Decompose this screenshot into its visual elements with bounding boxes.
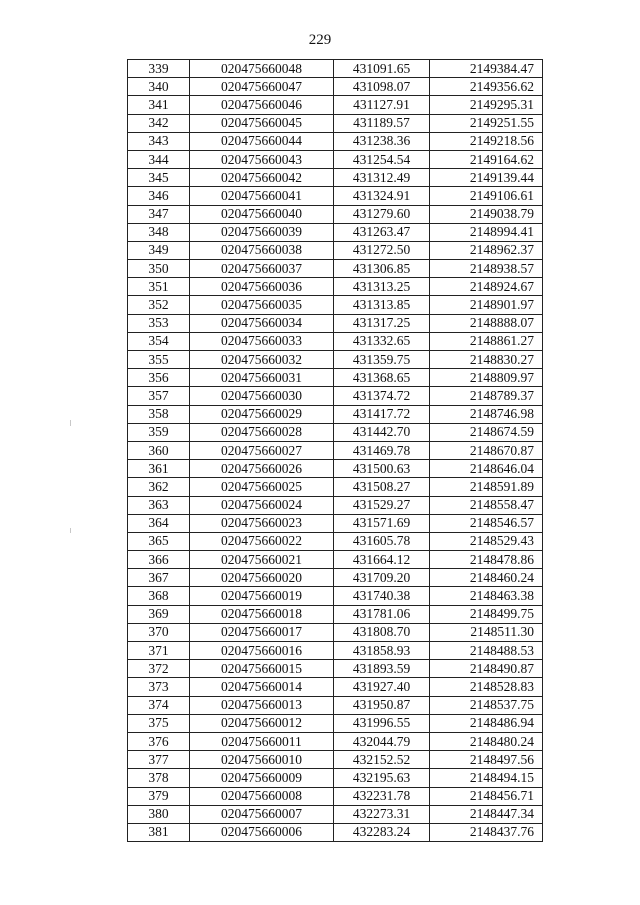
y-coordinate-cell: 2148646.04 xyxy=(430,460,543,478)
point-number-cell: 372 xyxy=(128,660,190,678)
x-coordinate-cell: 431508.27 xyxy=(334,478,430,496)
y-coordinate-cell: 2148511.30 xyxy=(430,623,543,641)
point-code-cell: 020475660045 xyxy=(190,114,334,132)
x-coordinate-cell: 431254.54 xyxy=(334,150,430,168)
point-code-cell: 020475660035 xyxy=(190,296,334,314)
scan-artifact-mark xyxy=(70,420,71,426)
y-coordinate-cell: 2148537.75 xyxy=(430,696,543,714)
table-row xyxy=(128,296,543,314)
table-row xyxy=(128,369,543,387)
point-code-cell: 020475660031 xyxy=(190,369,334,387)
point-number-cell: 378 xyxy=(128,769,190,787)
point-number-cell: 368 xyxy=(128,587,190,605)
table-row xyxy=(128,223,543,241)
y-coordinate-cell: 2148830.27 xyxy=(430,351,543,369)
point-number-cell: 350 xyxy=(128,260,190,278)
x-coordinate-cell: 431368.65 xyxy=(334,369,430,387)
table-body xyxy=(128,60,543,842)
table-row xyxy=(128,260,543,278)
x-coordinate-cell: 431279.60 xyxy=(334,205,430,223)
point-number-cell: 361 xyxy=(128,460,190,478)
point-code-cell: 020475660018 xyxy=(190,605,334,623)
point-number-cell: 357 xyxy=(128,387,190,405)
x-coordinate-cell: 431417.72 xyxy=(334,405,430,423)
x-coordinate-cell: 431927.40 xyxy=(334,678,430,696)
x-coordinate-cell: 431858.93 xyxy=(334,642,430,660)
y-coordinate-cell: 2149164.62 xyxy=(430,150,543,168)
point-number-cell: 374 xyxy=(128,696,190,714)
y-coordinate-cell: 2148497.56 xyxy=(430,751,543,769)
x-coordinate-cell: 431781.06 xyxy=(334,605,430,623)
point-code-cell: 020475660033 xyxy=(190,332,334,350)
point-code-cell: 020475660046 xyxy=(190,96,334,114)
x-coordinate-cell: 432231.78 xyxy=(334,787,430,805)
y-coordinate-cell: 2148488.53 xyxy=(430,642,543,660)
y-coordinate-cell: 2148789.37 xyxy=(430,387,543,405)
x-coordinate-cell: 431313.25 xyxy=(334,278,430,296)
x-coordinate-cell: 432283.24 xyxy=(334,823,430,841)
x-coordinate-cell: 431091.65 xyxy=(334,60,430,78)
table-row xyxy=(128,78,543,96)
point-number-cell: 358 xyxy=(128,405,190,423)
point-number-cell: 360 xyxy=(128,441,190,459)
point-number-cell: 339 xyxy=(128,60,190,78)
x-coordinate-cell: 431127.91 xyxy=(334,96,430,114)
x-coordinate-cell: 431324.91 xyxy=(334,187,430,205)
point-number-cell: 370 xyxy=(128,623,190,641)
table-row xyxy=(128,351,543,369)
y-coordinate-cell: 2148994.41 xyxy=(430,223,543,241)
table-row xyxy=(128,114,543,132)
table-row xyxy=(128,787,543,805)
table-row xyxy=(128,751,543,769)
point-number-cell: 356 xyxy=(128,369,190,387)
page-number: 229 xyxy=(308,32,332,48)
table-row xyxy=(128,460,543,478)
x-coordinate-cell: 431359.75 xyxy=(334,351,430,369)
x-coordinate-cell: 431238.36 xyxy=(334,132,430,150)
point-number-cell: 371 xyxy=(128,642,190,660)
x-coordinate-cell: 431312.49 xyxy=(334,169,430,187)
point-code-cell: 020475660036 xyxy=(190,278,334,296)
y-coordinate-cell: 2148901.97 xyxy=(430,296,543,314)
point-code-cell: 020475660043 xyxy=(190,150,334,168)
table-row xyxy=(128,405,543,423)
table-row xyxy=(128,678,543,696)
point-code-cell: 020475660009 xyxy=(190,769,334,787)
y-coordinate-cell: 2148478.86 xyxy=(430,551,543,569)
point-code-cell: 020475660034 xyxy=(190,314,334,332)
point-code-cell: 020475660028 xyxy=(190,423,334,441)
x-coordinate-cell: 431442.70 xyxy=(334,423,430,441)
point-code-cell: 020475660042 xyxy=(190,169,334,187)
x-coordinate-cell: 432152.52 xyxy=(334,751,430,769)
y-coordinate-cell: 2148480.24 xyxy=(430,732,543,750)
y-coordinate-cell: 2148494.15 xyxy=(430,769,543,787)
point-code-cell: 020475660023 xyxy=(190,514,334,532)
table-row xyxy=(128,423,543,441)
point-code-cell: 020475660016 xyxy=(190,642,334,660)
point-number-cell: 351 xyxy=(128,278,190,296)
y-coordinate-cell: 2149218.56 xyxy=(430,132,543,150)
x-coordinate-cell: 431189.57 xyxy=(334,114,430,132)
table-row xyxy=(128,605,543,623)
point-number-cell: 365 xyxy=(128,532,190,550)
y-coordinate-cell: 2148460.24 xyxy=(430,569,543,587)
point-number-cell: 363 xyxy=(128,496,190,514)
point-number-cell: 355 xyxy=(128,351,190,369)
point-number-cell: 354 xyxy=(128,332,190,350)
point-number-cell: 367 xyxy=(128,569,190,587)
x-coordinate-cell: 431571.69 xyxy=(334,514,430,532)
point-code-cell: 020475660041 xyxy=(190,187,334,205)
point-code-cell: 020475660044 xyxy=(190,132,334,150)
x-coordinate-cell: 432195.63 xyxy=(334,769,430,787)
table-row xyxy=(128,732,543,750)
table-row xyxy=(128,514,543,532)
table-row xyxy=(128,96,543,114)
table-row xyxy=(128,205,543,223)
table-row xyxy=(128,332,543,350)
point-number-cell: 380 xyxy=(128,805,190,823)
point-code-cell: 020475660025 xyxy=(190,478,334,496)
point-code-cell: 020475660029 xyxy=(190,405,334,423)
table-row xyxy=(128,532,543,550)
y-coordinate-cell: 2148499.75 xyxy=(430,605,543,623)
x-coordinate-cell: 431664.12 xyxy=(334,551,430,569)
y-coordinate-cell: 2148437.76 xyxy=(430,823,543,841)
point-code-cell: 020475660038 xyxy=(190,241,334,259)
y-coordinate-cell: 2148486.94 xyxy=(430,714,543,732)
table-row xyxy=(128,314,543,332)
point-number-cell: 346 xyxy=(128,187,190,205)
point-code-cell: 020475660006 xyxy=(190,823,334,841)
point-code-cell: 020475660027 xyxy=(190,441,334,459)
table-row xyxy=(128,587,543,605)
point-number-cell: 379 xyxy=(128,787,190,805)
table-row xyxy=(128,241,543,259)
x-coordinate-cell: 431332.65 xyxy=(334,332,430,350)
y-coordinate-cell: 2148490.87 xyxy=(430,660,543,678)
y-coordinate-cell: 2148591.89 xyxy=(430,478,543,496)
point-number-cell: 344 xyxy=(128,150,190,168)
y-coordinate-cell: 2148938.57 xyxy=(430,260,543,278)
point-code-cell: 020475660012 xyxy=(190,714,334,732)
point-number-cell: 377 xyxy=(128,751,190,769)
table-row xyxy=(128,551,543,569)
point-number-cell: 340 xyxy=(128,78,190,96)
table-row xyxy=(128,823,543,841)
x-coordinate-cell: 431808.70 xyxy=(334,623,430,641)
x-coordinate-cell: 431272.50 xyxy=(334,241,430,259)
y-coordinate-cell: 2149295.31 xyxy=(430,96,543,114)
table-row xyxy=(128,496,543,514)
point-code-cell: 020475660022 xyxy=(190,532,334,550)
point-number-cell: 376 xyxy=(128,732,190,750)
point-code-cell: 020475660020 xyxy=(190,569,334,587)
coordinates-table xyxy=(127,59,543,842)
table-row xyxy=(128,60,543,78)
table-row xyxy=(128,623,543,641)
y-coordinate-cell: 2148670.87 xyxy=(430,441,543,459)
x-coordinate-cell: 431740.38 xyxy=(334,587,430,605)
y-coordinate-cell: 2149139.44 xyxy=(430,169,543,187)
table-row xyxy=(128,569,543,587)
point-number-cell: 381 xyxy=(128,823,190,841)
point-code-cell: 020475660014 xyxy=(190,678,334,696)
table-row xyxy=(128,441,543,459)
scan-artifact-mark xyxy=(70,528,71,533)
table-row xyxy=(128,169,543,187)
point-code-cell: 020475660047 xyxy=(190,78,334,96)
y-coordinate-cell: 2148962.37 xyxy=(430,241,543,259)
x-coordinate-cell: 431306.85 xyxy=(334,260,430,278)
y-coordinate-cell: 2148924.67 xyxy=(430,278,543,296)
point-number-cell: 345 xyxy=(128,169,190,187)
point-code-cell: 020475660017 xyxy=(190,623,334,641)
point-number-cell: 341 xyxy=(128,96,190,114)
point-number-cell: 352 xyxy=(128,296,190,314)
x-coordinate-cell: 431605.78 xyxy=(334,532,430,550)
x-coordinate-cell: 431500.63 xyxy=(334,460,430,478)
y-coordinate-cell: 2149384.47 xyxy=(430,60,543,78)
x-coordinate-cell: 431996.55 xyxy=(334,714,430,732)
y-coordinate-cell: 2148529.43 xyxy=(430,532,543,550)
point-code-cell: 020475660019 xyxy=(190,587,334,605)
x-coordinate-cell: 431263.47 xyxy=(334,223,430,241)
y-coordinate-cell: 2149038.79 xyxy=(430,205,543,223)
point-code-cell: 020475660013 xyxy=(190,696,334,714)
y-coordinate-cell: 2148809.97 xyxy=(430,369,543,387)
point-number-cell: 359 xyxy=(128,423,190,441)
table-row xyxy=(128,478,543,496)
point-code-cell: 020475660007 xyxy=(190,805,334,823)
y-coordinate-cell: 2148463.38 xyxy=(430,587,543,605)
point-number-cell: 353 xyxy=(128,314,190,332)
y-coordinate-cell: 2149251.55 xyxy=(430,114,543,132)
y-coordinate-cell: 2148888.07 xyxy=(430,314,543,332)
x-coordinate-cell: 431893.59 xyxy=(334,660,430,678)
point-code-cell: 020475660011 xyxy=(190,732,334,750)
table-row xyxy=(128,660,543,678)
point-code-cell: 020475660026 xyxy=(190,460,334,478)
point-code-cell: 020475660010 xyxy=(190,751,334,769)
table-row xyxy=(128,132,543,150)
point-code-cell: 020475660015 xyxy=(190,660,334,678)
point-number-cell: 366 xyxy=(128,551,190,569)
table-row xyxy=(128,714,543,732)
x-coordinate-cell: 431529.27 xyxy=(334,496,430,514)
y-coordinate-cell: 2148746.98 xyxy=(430,405,543,423)
y-coordinate-cell: 2149106.61 xyxy=(430,187,543,205)
y-coordinate-cell: 2149356.62 xyxy=(430,78,543,96)
x-coordinate-cell: 431317.25 xyxy=(334,314,430,332)
point-number-cell: 373 xyxy=(128,678,190,696)
point-number-cell: 343 xyxy=(128,132,190,150)
x-coordinate-cell: 431469.78 xyxy=(334,441,430,459)
table-row xyxy=(128,805,543,823)
y-coordinate-cell: 2148447.34 xyxy=(430,805,543,823)
point-number-cell: 348 xyxy=(128,223,190,241)
table-row xyxy=(128,187,543,205)
x-coordinate-cell: 431950.87 xyxy=(334,696,430,714)
y-coordinate-cell: 2148546.57 xyxy=(430,514,543,532)
table-row xyxy=(128,278,543,296)
x-coordinate-cell: 431709.20 xyxy=(334,569,430,587)
point-number-cell: 362 xyxy=(128,478,190,496)
point-code-cell: 020475660048 xyxy=(190,60,334,78)
point-code-cell: 020475660032 xyxy=(190,351,334,369)
point-number-cell: 369 xyxy=(128,605,190,623)
point-code-cell: 020475660008 xyxy=(190,787,334,805)
x-coordinate-cell: 432044.79 xyxy=(334,732,430,750)
y-coordinate-cell: 2148861.27 xyxy=(430,332,543,350)
table-row xyxy=(128,769,543,787)
x-coordinate-cell: 431374.72 xyxy=(334,387,430,405)
y-coordinate-cell: 2148558.47 xyxy=(430,496,543,514)
table-row xyxy=(128,387,543,405)
point-code-cell: 020475660037 xyxy=(190,260,334,278)
point-number-cell: 342 xyxy=(128,114,190,132)
table-row xyxy=(128,150,543,168)
point-number-cell: 375 xyxy=(128,714,190,732)
y-coordinate-cell: 2148674.59 xyxy=(430,423,543,441)
x-coordinate-cell: 431098.07 xyxy=(334,78,430,96)
point-code-cell: 020475660030 xyxy=(190,387,334,405)
point-code-cell: 020475660024 xyxy=(190,496,334,514)
table-row xyxy=(128,696,543,714)
point-code-cell: 020475660039 xyxy=(190,223,334,241)
point-number-cell: 347 xyxy=(128,205,190,223)
y-coordinate-cell: 2148456.71 xyxy=(430,787,543,805)
point-number-cell: 349 xyxy=(128,241,190,259)
point-code-cell: 020475660021 xyxy=(190,551,334,569)
table-row xyxy=(128,642,543,660)
point-number-cell: 364 xyxy=(128,514,190,532)
y-coordinate-cell: 2148528.83 xyxy=(430,678,543,696)
x-coordinate-cell: 432273.31 xyxy=(334,805,430,823)
x-coordinate-cell: 431313.85 xyxy=(334,296,430,314)
point-code-cell: 020475660040 xyxy=(190,205,334,223)
